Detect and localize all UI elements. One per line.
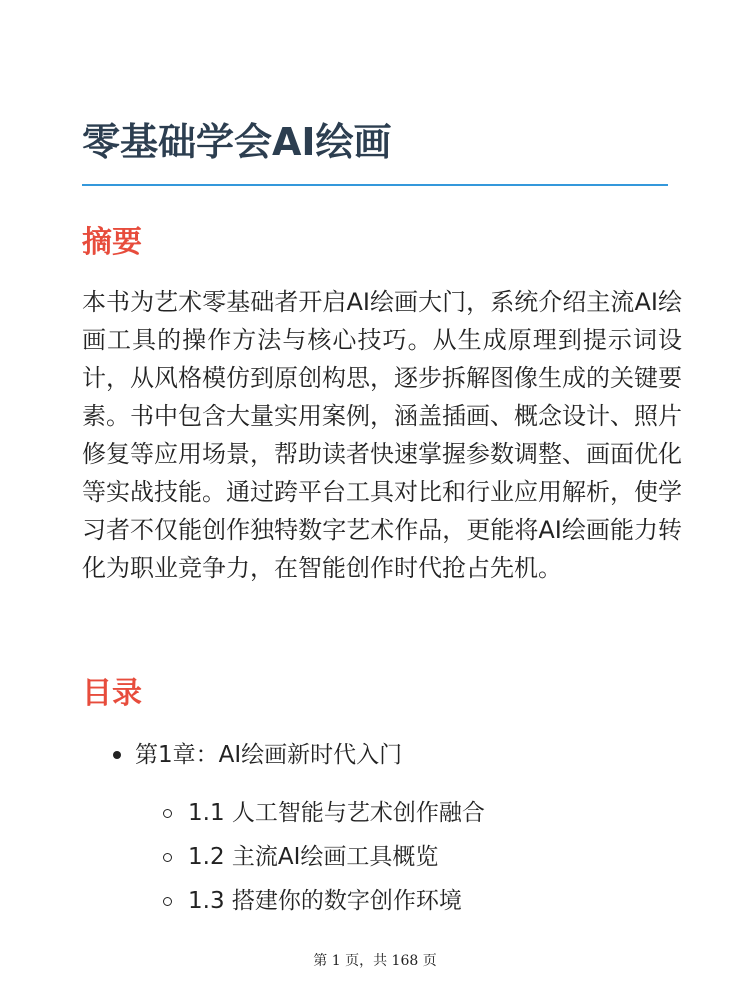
summary-paragraph: 本书为艺术零基础者开启AI绘画大门，系统介绍主流AI绘画工具的操作方法与核心技巧。从生成原理到提示词设计，从风格模仿到原创构思，逐步拆解图像生成的关键要素。书中包含大量实用案例，涵盖插画、概念设计、照片修复等应用场景，帮助读者快速掌握参数调整、画面优化等实战技能。通过跨平台工具对比和行业应用解析，使学习者不仅能创作独特数字艺术作品，更能将AI绘画能力转化为职业竞争力，在智能创作时代抢占先机。 — [82, 288, 682, 582]
toc-section-1-2: 1.2 主流AI绘画工具概览 — [188, 844, 439, 870]
bullet-disc-icon — [113, 751, 121, 759]
bullet-circle-icon — [163, 897, 172, 906]
toc-section-1-1: 1.1 人工智能与艺术创作融合 — [188, 800, 485, 826]
toc-section-1-3: 1.3 搭建你的数字创作环境 — [188, 888, 462, 914]
page-footer: 第 1 页，共 168 页 — [313, 953, 437, 969]
title-divider — [82, 184, 668, 186]
toc-chapter-1: 第1章：AI绘画新时代入门 — [135, 742, 403, 768]
bullet-circle-icon — [163, 853, 172, 862]
bullet-circle-icon — [163, 809, 172, 818]
summary-heading: 摘要 — [82, 225, 142, 260]
book-title: 零基础学会AI绘画 — [82, 120, 392, 164]
toc-heading: 目录 — [82, 676, 142, 711]
